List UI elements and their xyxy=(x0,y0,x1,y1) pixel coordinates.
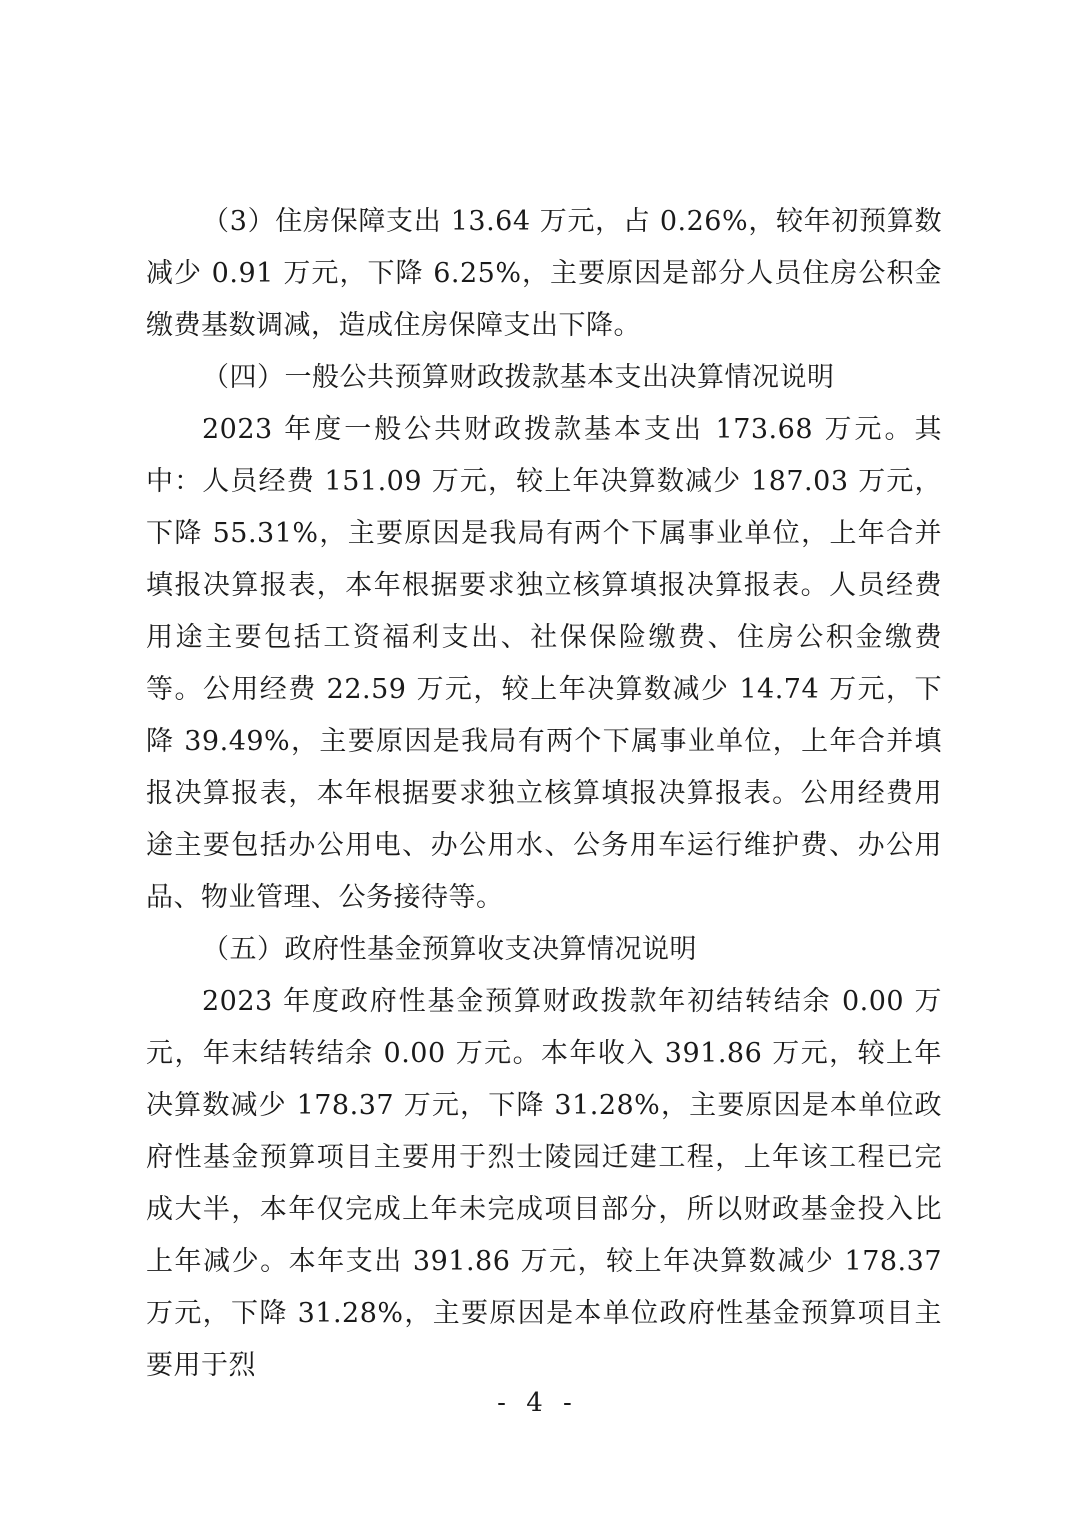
paragraph-government-fund: 2023 年度政府性基金预算财政拨款年初结转结余 0.00 万元，年末结转结余 0.00 万元。本年收入 391.86 万元，较上年决算数减少 178.37 万元，下降 31.28%，主要原因是本单位政府性基金预算项目主要用于烈士陵园迁建工程，上年该工程已完成大半，本年仅完成上年未完成项目部分，所以财政基金投入比上年减少。本年支出 391.86 万元，较上年决算数减少 178.37 万元，下降 31.28%，主要原因是本单位政府性基金预算项目主要用于烈 xyxy=(146,986,942,1381)
document-body xyxy=(146,196,942,1392)
paragraph-basic-expenditure: 2023 年度一般公共财政拨款基本支出 173.68 万元。其中：人员经费 151.09 万元，较上年决算数减少 187.03 万元，下降 55.31%，主要原因是我局有两个下属事业单位，上年合并填报决算报表，本年根据要求独立核算填报决算报表。人员经费用途主要包括工资福利支出、社保保险缴费、住房公积金缴费等。公用经费 22.59 万元，较上年决算数减少 14.74 万元，下降 39.49%，主要原因是我局有两个下属事业单位，上年合并填报决算报表，本年根据要求独立核算填报决算报表。公用经费用途主要包括办公用电、办公用水、公务用车运行维护费、办公用品、物业管理、公务接待等。 xyxy=(146,414,942,913)
section-heading-government-fund: （五）政府性基金预算收支决算情况说明 xyxy=(202,934,697,965)
paragraph-housing-expense: （3）住房保障支出 13.64 万元，占 0.26%，较年初预算数减少 0.91 万元，下降 6.25%，主要原因是部分人员住房公积金缴费基数调减，造成住房保障支出下降。 xyxy=(146,206,942,341)
section-heading-basic-expenditure: （四）一般公共预算财政拨款基本支出决算情况说明 xyxy=(202,362,835,393)
page-number: - 4 - xyxy=(497,1388,578,1418)
